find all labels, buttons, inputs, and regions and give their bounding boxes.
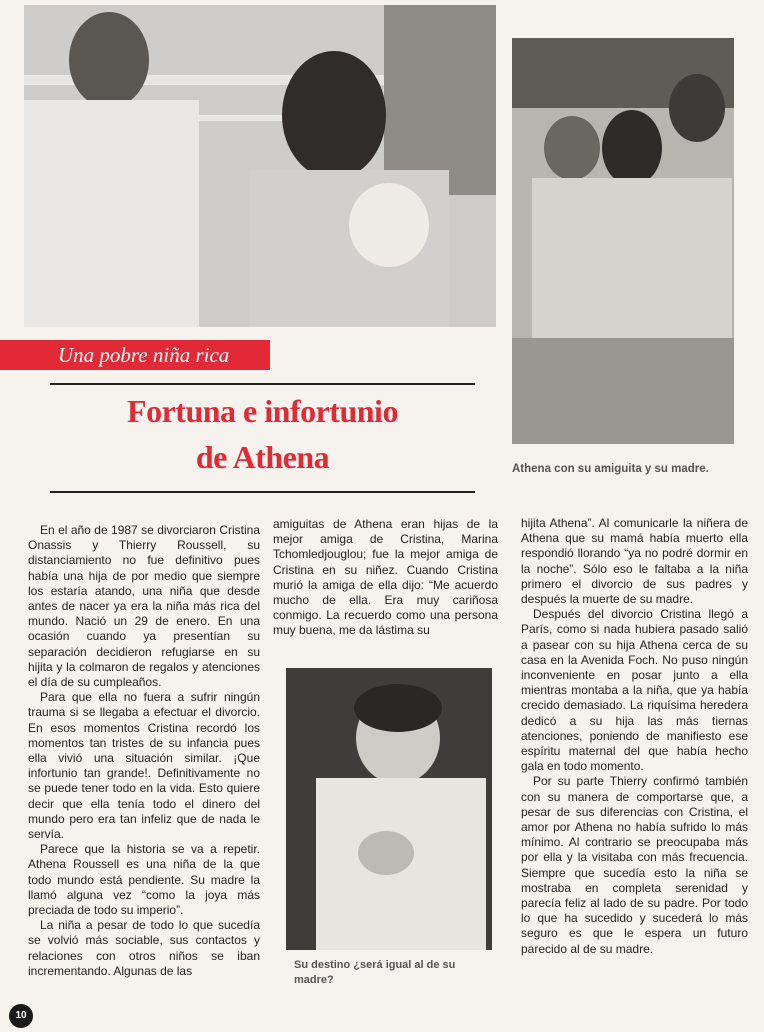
section-banner: Una pobre niña rica bbox=[0, 340, 270, 370]
headline-line-1: Fortuna e infortunio bbox=[127, 393, 398, 429]
article-paragraph: hijita Athena”. Al comunicarle la niñera de Athena que su mamá había muerto ella respondió llorando “ya no podré dormir en la noche”. Sólo eso le faltaba a la niña primero el divorcio de sus padres y después la muerte de su madre. bbox=[521, 516, 748, 607]
photo-child-portrait-art bbox=[286, 668, 492, 950]
headline-line-2: de Athena bbox=[195, 439, 330, 475]
article-column-3 bbox=[521, 516, 748, 957]
photo-mother-children-pool bbox=[512, 38, 734, 444]
article-paragraph: En el año de 1987 se divorciaron Cristina Onassis y Thierry Roussell, su distanciamiento no fue definitivo pues había una hija de por medio que siempre los estaría atando, una niña que desde antes de nacer ya era la niña más rica del mundo. Nació un 29 de enero. En una ocasión cuando ya presentían su separación decidieron refugiarse en su hijita y la colmaron de regalos y atenciones el día de su cumpleaños. bbox=[28, 523, 260, 690]
photo-child-portrait bbox=[286, 668, 492, 950]
page-number: 10 bbox=[9, 1004, 33, 1028]
article-column-1 bbox=[28, 523, 260, 979]
article-paragraph: amiguitas de Athena eran hijas de la mejor amiga de Cristina, Marina Tchomledjouglou; fue la mejor amiga de Cristina en su niñez. Cuando Cristina murió la amiga de ella dijo: “Me acuerdo mucho de ella. Era muy cariñosa conmigo. La recuerdo como una persona muy buena, me da lástima su bbox=[273, 517, 498, 638]
photo-family-on-boat bbox=[24, 5, 496, 327]
headline-rule-bottom bbox=[50, 491, 475, 493]
caption-middle-photo: Su destino ¿será igual al de su madre? bbox=[294, 959, 456, 986]
photo-family-on-boat-art bbox=[24, 5, 496, 327]
article-paragraph: Por su parte Thierry confirmó también con su manera de comportarse que, a pesar de sus diferencias con Cristina, el amor por Athena no había sufrido lo más mínimo. Al contrario se preocupaba más por ella y la visitaba con más frecuencia. Siempre que sucedía esto la niña se mostraba en completa serenidad y parecía feliz al lado de su padre. Por todo lo que ha sucedido y sucederá lo más seguro es que le espera un futuro parecido al de su madre. bbox=[521, 774, 748, 956]
caption-right-photo: Athena con su amiguita y su madre. bbox=[512, 463, 709, 475]
headline-rule-top bbox=[50, 383, 475, 385]
article-paragraph: Después del divorcio Cristina llegó a París, como si nada hubiera pasado salió a pasear con su hija Athena cerca de su casa en la Avenida Foch. No puso ningún inconveniente en posar junto a ella mientras montaba a la niña, que ya había crecido demasiado. La riquísima heredera dedicó a su hija las más tiernas atenciones, poniendo de manifiesto ese espíritu maternal del que había hecho gala en todo momento. bbox=[521, 607, 748, 774]
headline bbox=[50, 388, 475, 480]
article-paragraph: Para que ella no fuera a sufrir ningún trauma si se llegaba a efectuar el divorcio. En esos momentos Cristina recordó los momentos tan tristes de su infancia pues ella vivió una situación similar. ¡Que infortunio tan grande!. Definitivamente no se puede tener todo en la vida. Esto quiere decir que ella tenía todo el dinero del mundo pero era tan infeliz que de nada le servía. bbox=[28, 690, 260, 842]
article-paragraph: Parece que la historia se va a repetir. Athena Roussell es una niña de la que todo mundo está pendiente. Su madre la llamó alguna vez “como la joya más preciada de todo su imperio”. bbox=[28, 842, 260, 918]
article-column-2 bbox=[273, 517, 498, 639]
photo-mother-children-pool-art bbox=[512, 38, 734, 444]
article-paragraph: La niña a pesar de todo lo que sucedía se volvió más sociable, sus contactos y relaciones con otros niños se iban incrementando. Algunas de las bbox=[28, 918, 260, 978]
